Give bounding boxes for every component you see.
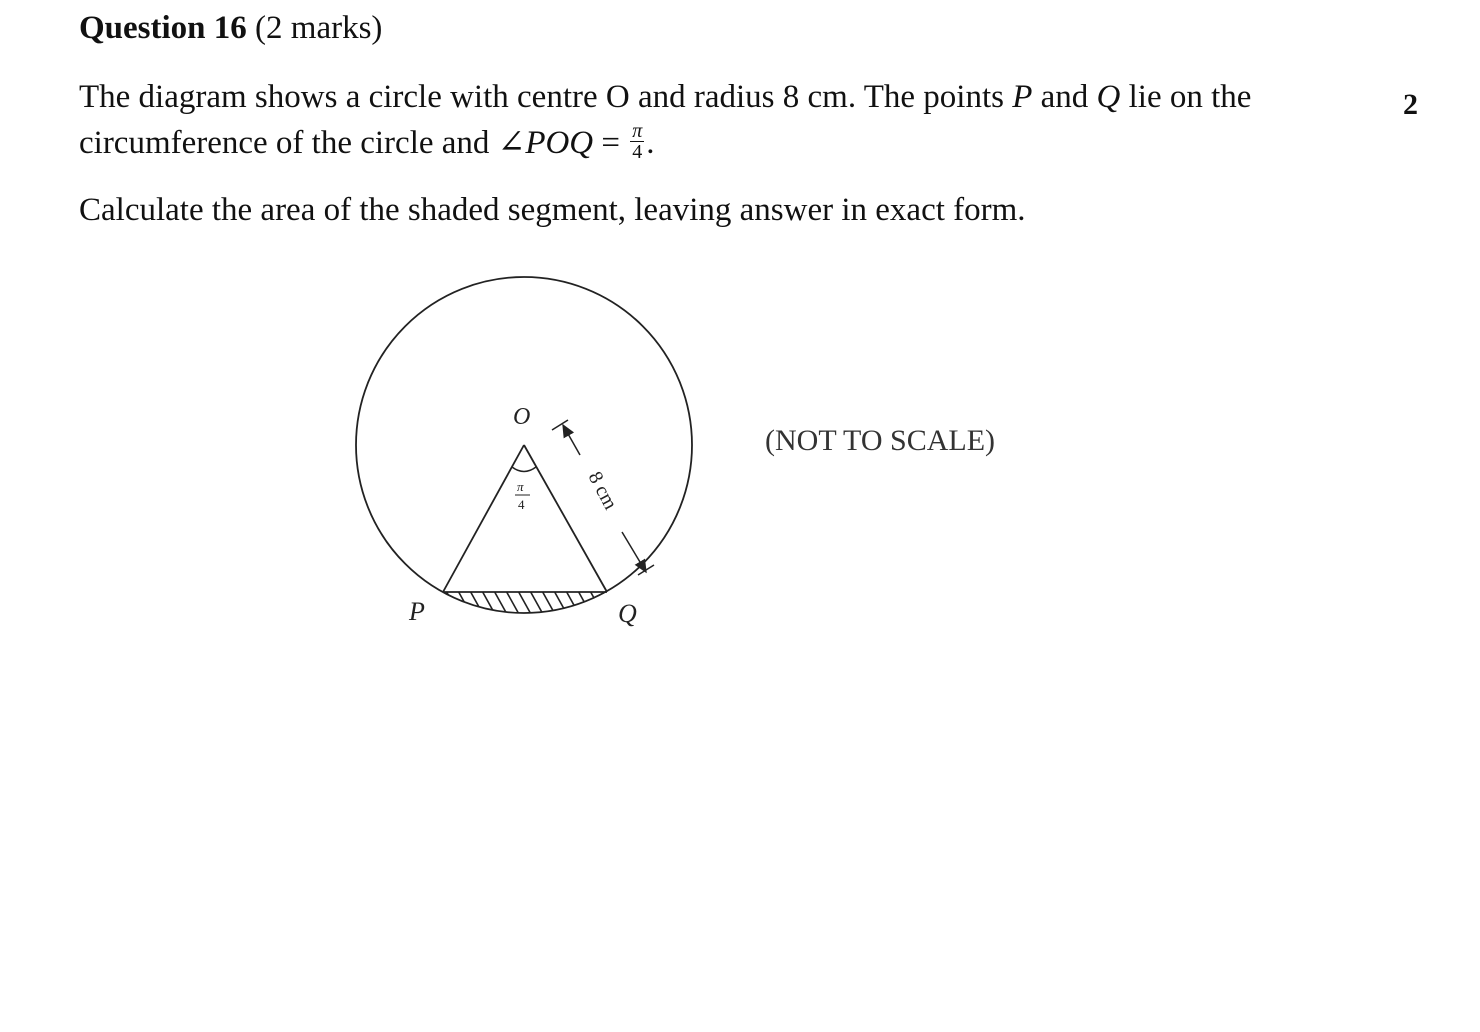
dimension-line-upper [563,425,580,455]
text-run: The diagram shows a circle with centre O and radius 8 cm. The points [79,79,1013,115]
point-p-ref: P [1012,79,1033,115]
label-q: Q [618,599,637,628]
text-run: lie on the circumference of the circle and ∠ [79,79,1252,161]
angle-label-den: 4 [518,497,525,512]
radius-oq [524,445,607,592]
label-p: P [409,597,425,626]
fraction-numerator: π [632,119,643,142]
radius-op [443,445,524,592]
angle-label-num: π [517,479,524,494]
instruction-text: Calculate the area of the shaded segment, leaving answer in exact form. [79,192,1026,228]
text-run: and [1032,79,1097,115]
fraction-denominator: 4 [632,140,643,163]
label-o: O [513,404,531,430]
not-to-scale-note: (NOT TO SCALE) [765,424,996,457]
equals-sign: = [593,125,629,161]
dimension-line-lower [622,532,646,572]
question-number: Question 16 [79,10,247,46]
angle-arc [512,467,536,472]
radius-label: 8 cm [583,468,622,514]
text-run: . [646,125,655,161]
angle-name: POQ [525,125,594,161]
question-marks: (2 marks) [255,10,383,46]
side-marks: 2 [1403,88,1418,121]
point-q-ref: Q [1096,79,1121,115]
